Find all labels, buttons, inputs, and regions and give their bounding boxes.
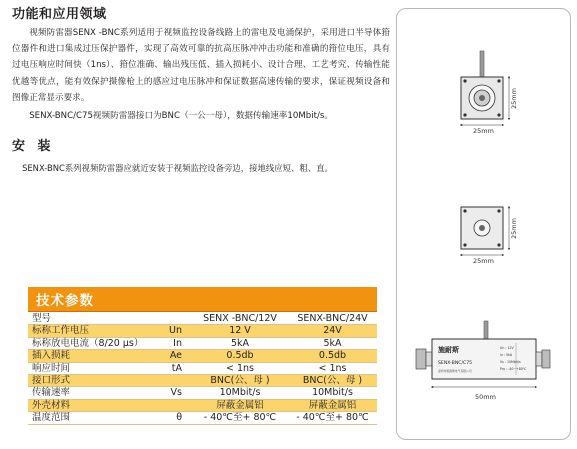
spec-value-24v: SENX-BNC/24V [288, 313, 377, 325]
spec-value-12v: 屏蔽金属铝 [192, 399, 288, 411]
dimension-drawings [397, 9, 570, 439]
spec-param-name: 标称放电电流（8/20 μs） [28, 337, 150, 349]
spec-row [28, 337, 377, 349]
section-title-function: 功能和应用领域 [12, 7, 107, 22]
diagram-panel [396, 8, 571, 440]
device-spec-3: Vs : 10Mbit/s [500, 360, 521, 364]
spec-value-24v: 屏蔽金属铝 [288, 399, 377, 411]
top-height-label: 25mm [510, 88, 518, 109]
device-side-view [416, 321, 550, 387]
spec-row [28, 375, 377, 387]
spec-header [28, 287, 377, 312]
mid-height-label: 25mm [510, 218, 518, 239]
bnc-front-view [461, 207, 509, 255]
spec-value-24v: BNC(公、母 ) [288, 375, 377, 387]
spec-value-24v: 10Mbit/s [288, 387, 377, 399]
side-length-label: 50mm [475, 393, 496, 401]
spec-param-symbol [150, 399, 192, 411]
spec-param-symbol: tA [150, 362, 192, 374]
install-paragraph: SENX-BNC系列视频防雷器应就近安装于视频监控设备旁边，接地线应短、粗、直。 [22, 163, 333, 174]
mid-width-label: 25mm [473, 257, 494, 265]
spec-param-name: 插入损耗 [28, 350, 150, 362]
device-spec-2: In : 5kA [500, 353, 513, 357]
spec-value-12v: 12 V [192, 325, 288, 337]
function-interface-line: SENX-BNC/C75视频防雷器接口为BNC（一公一母），数据传输速率10Mbit/s。 [29, 111, 333, 122]
spec-param-name: 外壳材料 [28, 399, 150, 411]
spec-table [28, 313, 377, 425]
spec-param-symbol [150, 313, 192, 325]
section-title-install: 安 装 [12, 139, 55, 155]
spec-row [28, 399, 377, 411]
spec-param-symbol: Vs [150, 387, 192, 399]
spec-value-24v: - 40℃至+ 80℃ [288, 412, 377, 424]
top-width-label: 25mm [473, 127, 494, 135]
spec-param-symbol: Un [150, 325, 192, 337]
device-brand: 施耐斯 [438, 346, 459, 354]
device-spec-4: Pro : -40~+80℃ [500, 367, 527, 371]
spec-param-symbol: θ [150, 412, 192, 424]
spec-value-24v: 24V [288, 325, 377, 337]
spec-value-24v: 0.5db [288, 350, 377, 362]
spec-value-12v: 0.5db [192, 350, 288, 362]
function-paragraph: 视频防雷器SENX -BNC系列适用于视频监控设备线路上的雷电及电涌保护，采用进口半导体箝位器件和进口集成过压保护器件，实现了高效可靠的抗高压脉冲冲击功能和准确的箝位电压，具有过电压响应时间快（1ns）、箝位准确、输出残压低、插入损耗小、设计合理、工艺考究、传输性能优越等优点，能有效保护摄像枪上的感应过电压脉冲和保证数据高速传输的要求，保证视频设备和图像正常显示要求。 [12, 28, 390, 103]
spec-row [28, 313, 377, 325]
bnc-top-view-with-cable [461, 51, 509, 125]
device-model: SENX-BNC/C75 [438, 361, 473, 366]
spec-value-12v: BNC(公、母 ) [192, 375, 288, 387]
spec-value-24v: < 1ns [288, 362, 377, 374]
spec-row [28, 325, 377, 337]
spec-param-name: 标称工作电压 [28, 325, 150, 337]
spec-param-symbol: Ae [150, 350, 192, 362]
spec-row [28, 387, 377, 399]
device-spec-1: Un : 12V [500, 346, 514, 350]
spec-param-name: 传输速率 [28, 387, 150, 399]
spec-param-symbol [150, 375, 192, 387]
content-left [12, 6, 390, 175]
spec-param-name: 型号 [28, 313, 150, 325]
spec-param-name: 接口形式 [28, 375, 150, 387]
spec-value-12v: SENX -BNC/12V [192, 313, 288, 325]
spec-row [28, 350, 377, 362]
spec-value-12v: 10Mbit/s [192, 387, 288, 399]
spec-value-12v: - 40℃至+ 80℃ [192, 412, 288, 424]
spec-value-12v: 5kA [192, 337, 288, 349]
spec-param-name: 温度范围 [28, 412, 150, 424]
spec-param-name: 响应时间 [28, 362, 150, 374]
device-company: 深圳市施耐斯电气有限公司 [438, 369, 472, 373]
spec-row [28, 412, 377, 424]
spec-value-24v: 5kA [288, 337, 377, 349]
spec-title: 技术参数 [36, 293, 94, 309]
spec-row [28, 362, 377, 374]
spec-param-symbol: In [150, 337, 192, 349]
spec-value-12v: < 1ns [192, 362, 288, 374]
